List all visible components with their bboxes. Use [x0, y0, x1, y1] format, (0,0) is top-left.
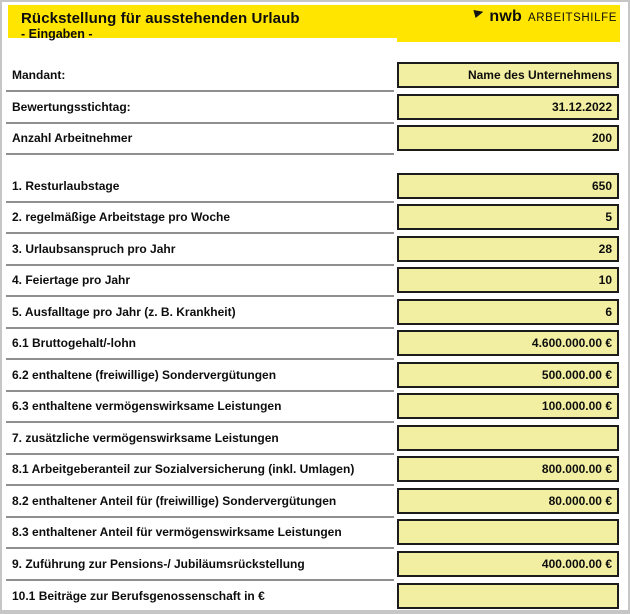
row-label: 6.2 enthaltene (freiwillige) Sondervergütungen [12, 368, 277, 382]
row-divider [6, 153, 394, 155]
row-divider [6, 453, 394, 455]
row-divider [6, 358, 394, 360]
urlaubsanspruch-input[interactable]: 28 [397, 236, 619, 262]
anteil-vwl-input[interactable] [397, 519, 619, 545]
row-pensions-jubilaeumsrueckstellung [2, 551, 630, 579]
row-label: 10.1 Beiträge zur Berufsgenossenschaft in € [12, 589, 265, 603]
arbeitstage-pro-woche-input[interactable]: 5 [397, 204, 619, 230]
row-divider [6, 421, 394, 423]
anteil-sonderverguetungen-input[interactable]: 80.000.00 € [397, 488, 619, 514]
ausfalltage-input[interactable]: 6 [397, 299, 619, 325]
row-label: 8.3 enthaltener Anteil für vermögenswirksame Leistungen [12, 525, 342, 539]
berufsgenossenschaft-input[interactable] [397, 583, 619, 609]
row-label: 1. Resturlaubstage [12, 179, 120, 193]
row-urlaubsanspruch [2, 236, 630, 264]
bewertungsstichtag-input[interactable]: 31.12.2022 [397, 94, 619, 120]
row-divider [6, 390, 394, 392]
pensions-jubilaeumsrueckstellung-input[interactable]: 400.000.00 € [397, 551, 619, 577]
row-ausfalltage [2, 299, 630, 327]
row-label: Bewertungsstichtag: [12, 100, 131, 114]
resturlaubstage-input[interactable]: 650 [397, 173, 619, 199]
row-divider [6, 327, 394, 329]
row-anzahl-arbeitnehmer [2, 125, 630, 153]
page-subtitle: - Eingaben - [21, 27, 93, 41]
row-divider [6, 484, 394, 486]
row-resturlaubstage [2, 173, 630, 201]
feiertage-input[interactable]: 10 [397, 267, 619, 293]
row-label: 8.2 enthaltener Anteil für (freiwillige) Sondervergütungen [12, 494, 337, 508]
row-label: 6.1 Bruttogehalt/-lohn [12, 336, 136, 350]
row-bewertungsstichtag [2, 94, 630, 122]
row-divider [6, 295, 394, 297]
row-enthaltene-sonderverguetungen [2, 362, 630, 390]
arbeitgeberanteil-sv-input[interactable]: 800.000.00 € [397, 456, 619, 482]
row-divider [6, 579, 394, 581]
nwb-arbeitshilfe-text: ARBEITSHILFE [528, 12, 617, 24]
row-label: Anzahl Arbeitnehmer [12, 131, 133, 145]
mandant-input[interactable]: Name des Unternehmens [397, 62, 619, 88]
anzahl-arbeitnehmer-input[interactable]: 200 [397, 125, 619, 151]
row-berufsgenossenschaft [2, 583, 630, 611]
row-divider [6, 201, 394, 203]
row-label: 9. Zuführung zur Pensions-/ Jubiläumsrückstellung [12, 557, 305, 571]
row-anteil-sonderverguetungen [2, 488, 630, 516]
row-feiertage [2, 267, 630, 295]
bruttogehalt-input[interactable]: 4.600.000.00 € [397, 330, 619, 356]
row-divider [6, 122, 394, 124]
row-label: 7. zusätzliche vermögenswirksame Leistungen [12, 431, 279, 445]
row-divider [6, 516, 394, 518]
row-divider [6, 90, 394, 92]
row-label: 5. Ausfalltage pro Jahr (z. B. Krankheit) [12, 305, 236, 319]
row-divider [6, 232, 394, 234]
page-title: Rückstellung für ausstehenden Urlaub [21, 10, 300, 27]
zusaetzliche-vwl-input[interactable] [397, 425, 619, 451]
row-divider [6, 547, 394, 549]
row-enthaltene-vwl [2, 393, 630, 421]
row-mandant [2, 62, 630, 90]
nwb-brand-text: nwb [489, 8, 522, 25]
row-label: 4. Feiertage pro Jahr [12, 273, 131, 287]
enthaltene-sonderverguetungen-input[interactable]: 500.000.00 € [397, 362, 619, 388]
row-divider [6, 264, 394, 266]
row-label: 8.1 Arbeitgeberanteil zur Sozialversicherung (inkl. Umlagen) [12, 462, 355, 476]
nwb-logo [473, 8, 617, 30]
row-bruttogehalt [2, 330, 630, 358]
nwb-flag-icon [473, 10, 483, 18]
row-label: 3. Urlaubsanspruch pro Jahr [12, 242, 176, 256]
row-zusaetzliche-vwl [2, 425, 630, 453]
row-arbeitstage-pro-woche [2, 204, 630, 232]
row-anteil-vwl [2, 519, 630, 547]
row-label: 6.3 enthaltene vermögenswirksame Leistungen [12, 399, 282, 413]
row-label: Mandant: [12, 68, 66, 82]
enthaltene-vwl-input[interactable]: 100.000.00 € [397, 393, 619, 419]
row-arbeitgeberanteil-sv [2, 456, 630, 484]
row-label: 2. regelmäßige Arbeitstage pro Woche [12, 210, 231, 224]
